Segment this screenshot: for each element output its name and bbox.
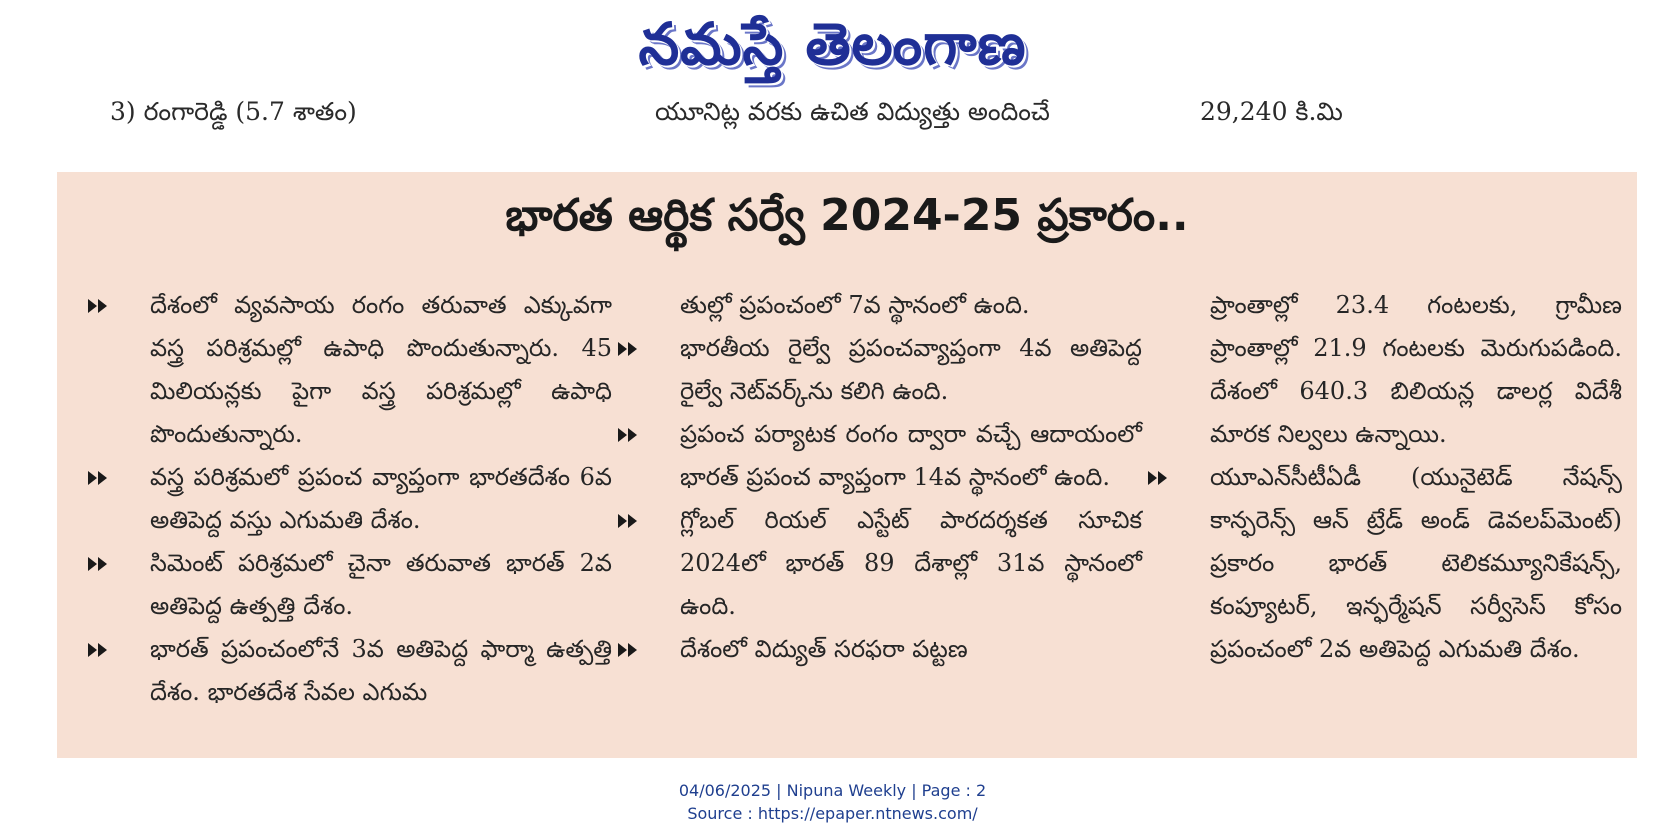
double-arrow-icon (1142, 456, 1210, 499)
paragraph-text: సిమెంట్ పరిశ్రమలో చైనా తరువాత భారత్ 2వ అతిపెద్ద ఉత్పత్తి దేశం. (150, 549, 612, 620)
double-arrow-icon (612, 327, 680, 370)
article-column-2 (612, 284, 1142, 671)
top-line-right: 29,240 కి.మి (1200, 97, 1343, 126)
paragraph-text: గ్లోబల్ రియల్ ఎస్టేట్ పారదర్శకత సూచిక 2024లో భారత్ 89 దేశాల్లో 31వ స్థానంలో ఉంది. (680, 506, 1142, 620)
bullet-point (612, 413, 1142, 499)
continued-paragraph (1142, 284, 1622, 456)
masthead-logo: నమస్తే తెలంగాణ (638, 10, 1027, 78)
top-line-left: 3) రంగారెడ్డి (5.7 శాతం) (110, 97, 357, 126)
top-line-middle: యూనిట్ల వరకు ఉచిత విద్యుత్తు అందించే (655, 97, 1050, 126)
double-arrow-icon (612, 628, 680, 671)
paragraph-text: ప్రపంచ పర్యాటక రంగం ద్వారా వచ్చే ఆదాయంలో భారత్ ప్రపంచ వ్యాప్తంగా 14వ స్థానంలో ఉంది. (680, 420, 1142, 491)
paragraph-text: ప్రాంతాల్లో 23.4 గంటలకు, గ్రామీణ ప్రాంతాల్లో 21.9 గంటలకు మెరుగుపడింది. దేశంలో 640.3 బిలియన్ల డాలర్ల విదేశీ మారక నిల్వలు ఉన్నాయి. (1210, 291, 1622, 448)
bullet-point (612, 499, 1142, 628)
double-arrow-icon (82, 456, 150, 499)
article-column-1 (82, 284, 612, 714)
bullet-point (82, 284, 612, 456)
footer-source-line: Source : https://epaper.ntnews.com/ (687, 804, 978, 823)
paragraph-text: భారత్ ప్రపంచంలోనే 3వ అతిపెద్ద ఫార్మా ఉత్పత్తి దేశం. భారతదేశ సేవల ఎగుమ (150, 635, 612, 706)
double-arrow-icon (82, 284, 150, 327)
continued-paragraph (612, 284, 1142, 327)
paragraph-text: దేశంలో విద్యుత్ సరఫరా పట్టణ (680, 635, 968, 663)
bullet-point (82, 628, 612, 714)
bullet-point (1142, 456, 1622, 671)
double-arrow-icon (612, 413, 680, 456)
paragraph-text: వస్త్ర పరిశ్రమలో ప్రపంచ వ్యాప్తంగా భారతదేశం 6వ అతిపెద్ద వస్తు ఎగుమతి దేశం. (150, 463, 612, 534)
article-heading: భారత ఆర్థిక సర్వే 2024-25 ప్రకారం.. (505, 190, 1189, 241)
paragraph-text: దేశంలో వ్యవసాయ రంగం తరువాత ఎక్కువగా వస్త్ర పరిశ్రమల్లో ఉపాధి పొందుతున్నారు. 45 మిలియన్లకు పైగా వస్త్ర పరిశ్రమల్లో ఉపాధి పొందుతున్నారు. (150, 291, 612, 448)
double-arrow-icon (82, 542, 150, 585)
paragraph-text: తుల్లో ప్రపంచంలో 7వ స్థానంలో ఉంది. (680, 291, 1030, 319)
double-arrow-icon (82, 628, 150, 671)
paragraph-text: యూఎన్‌సీటీఏడీ (యునైటెడ్ నేషన్స్ కాన్ఫరెన్స్ ఆన్ ట్రేడ్ అండ్ డెవలప్‌మెంట్) ప్రకారం భారత్ టెలికమ్యూనికేషన్స్, కంప్యూటర్, ఇన్ఫర్మేషన్ సర్వీసెస్ కోసం ప్రపంచంలో 2వ అతిపెద్ద ఎగుమతి దేశం. (1210, 463, 1622, 663)
double-arrow-icon (612, 499, 680, 542)
paragraph-text: భారతీయ రైల్వే ప్రపంచవ్యాప్తంగా 4వ అతిపెద్ద రైల్వే నెట్‌వర్క్‌ను కలిగి ఉంది. (680, 334, 1142, 405)
footer-date-line: 04/06/2025 | Nipuna Weekly | Page : 2 (678, 781, 987, 800)
bullet-point (82, 456, 612, 542)
article-panel (57, 172, 1637, 758)
article-column-3 (1142, 284, 1622, 671)
bullet-point (612, 628, 1142, 671)
bullet-point (82, 542, 612, 628)
bullet-point (612, 327, 1142, 413)
